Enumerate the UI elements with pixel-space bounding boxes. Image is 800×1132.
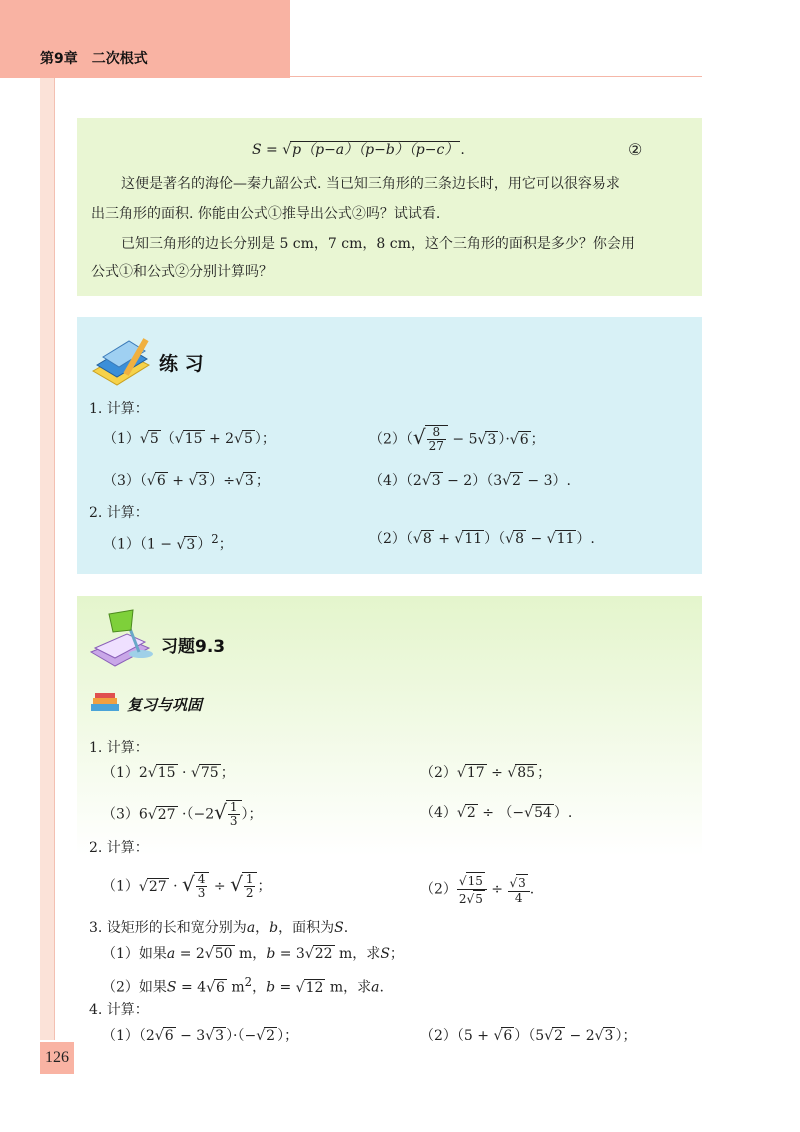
item-label: （1）（1 − bbox=[103, 536, 177, 553]
exercise-q1-2: （2）√17 ÷ √85 ； bbox=[420, 765, 552, 781]
exercise-subtitle: 复习与巩固 bbox=[127, 696, 203, 714]
q3-2-post: ，求 bbox=[343, 979, 372, 996]
books-icon bbox=[89, 692, 123, 714]
item-label: （3）（ bbox=[103, 473, 147, 489]
header-rule bbox=[290, 76, 702, 77]
item-label: （2）（ bbox=[369, 431, 413, 448]
formula-s: S bbox=[252, 142, 262, 158]
exercise-q1-label: 1. 计算： bbox=[89, 740, 149, 756]
practice-q1-3: （3）（√6 + √3 ）÷√3 ； bbox=[103, 473, 270, 489]
item-label: （2）（ bbox=[369, 531, 413, 547]
practice-q2-2: （2）（√8 + √11 ）（√8 − √11 ）. bbox=[369, 531, 595, 547]
q3-2-pre: （2）如果 bbox=[102, 979, 167, 996]
q3-text-mid: ，面积为 bbox=[278, 920, 335, 936]
exercise-q2-2: （2） $\frac{√15}{2√5}$ ÷ $\frac{√3}{4}$ . bbox=[420, 874, 535, 906]
heron-paragraph-2-line-2: 公式①和公式②分别计算吗？ bbox=[91, 264, 273, 280]
exercise-title: 习题9.3 bbox=[161, 637, 226, 657]
exercise-q1-3: （3）6√27 ·（−2√ $\frac{1}{3}$ ）； bbox=[102, 799, 263, 828]
exercise-q3-2: （2）如果S = 4√6 $m^2$，b = √12 m，求a. bbox=[102, 975, 384, 996]
practice-q2-1: （1）（1 − √3 ）$^2$； bbox=[103, 532, 233, 553]
exercise-q2-label: 2. 计算： bbox=[89, 840, 149, 856]
practice-title: 练 习 bbox=[159, 353, 204, 375]
exercise-q4-label: 4. 计算： bbox=[89, 1002, 149, 1018]
exercise-q4-2: （2）（5 + √6 ）（5√2 − 2√3 ）； bbox=[420, 1028, 637, 1044]
exercise-q1-1: （1）2√15 · √75 ； bbox=[102, 765, 235, 781]
heron-paragraph-1-line-2: 出三角形的面积. 你能由公式①推导出公式②吗？试试看. bbox=[91, 206, 441, 222]
heron-formula: S = √p（p−a）（p−b）（p−c） . bbox=[252, 142, 465, 158]
exercise-q3: 3. 设矩形的长和宽分别为a，b，面积为S. bbox=[89, 920, 349, 936]
formula-eq: = bbox=[261, 142, 283, 158]
practice-q1-1: （1）√5 （√15 + 2√5 ）； bbox=[103, 431, 276, 447]
formula-radicand: p（p−a）（p−b）（p−c） bbox=[292, 142, 459, 158]
heron-paragraph-2-line-1: 已知三角形的边长分别是 5 cm，7 cm，8 cm，这个三角形的面积是多少？你会用 bbox=[121, 236, 635, 252]
exercise-q2-1: （1）√27 · √ $\frac{4}{3}$ ÷ √ $\frac{1}{2}$ ； bbox=[102, 871, 272, 900]
practice-box bbox=[77, 317, 702, 574]
formula-marker: ② bbox=[628, 140, 643, 159]
q3-1-pre: （1）如果 bbox=[102, 946, 167, 962]
lamp-book-icon bbox=[87, 608, 157, 672]
q3-2-mid: m bbox=[226, 979, 245, 996]
q3-1-post: m，求 bbox=[334, 946, 381, 962]
q3-text: 3. 设矩形的长和宽分别为 bbox=[89, 920, 247, 936]
page-number: 126 bbox=[40, 1042, 74, 1074]
exercise-q3-1: （1）如果a = 2√50 m，b = 3√22 m，求S； bbox=[102, 946, 404, 962]
exercise-q1-4: （4）√2 ÷ （−√54 ）. bbox=[420, 805, 573, 821]
item-label: （1） bbox=[103, 431, 140, 447]
formula-tail: . bbox=[460, 142, 465, 158]
chapter-title: 第9章 二次根式 bbox=[40, 51, 148, 67]
practice-q1-4: （4）（2√3 − 2）（3√2 − 3）. bbox=[369, 473, 571, 489]
q3-1-mid: m， bbox=[234, 946, 267, 962]
practice-q1-2: （2）（√ $\frac{8}{27}$ − 5√3 ）·√6 ； bbox=[369, 424, 545, 453]
practice-q2-label: 2. 计算： bbox=[89, 505, 149, 521]
margin-rule bbox=[54, 78, 55, 1040]
books-pencil-icon bbox=[89, 333, 155, 389]
heron-paragraph-1-line-1: 这便是著名的海伦—秦九韶公式. 当已知三角形的三条边长时，用它可以很容易求 bbox=[121, 176, 620, 192]
heron-formula-box bbox=[77, 118, 702, 296]
practice-q1-label: 1. 计算： bbox=[89, 401, 149, 417]
item-label: （4）（2 bbox=[369, 473, 422, 489]
exercise-q4-1: （1）（2√6 − 3√3 ）·（−√2 ）； bbox=[102, 1028, 299, 1044]
chapter-header bbox=[0, 0, 290, 78]
margin-bar bbox=[40, 78, 54, 1040]
